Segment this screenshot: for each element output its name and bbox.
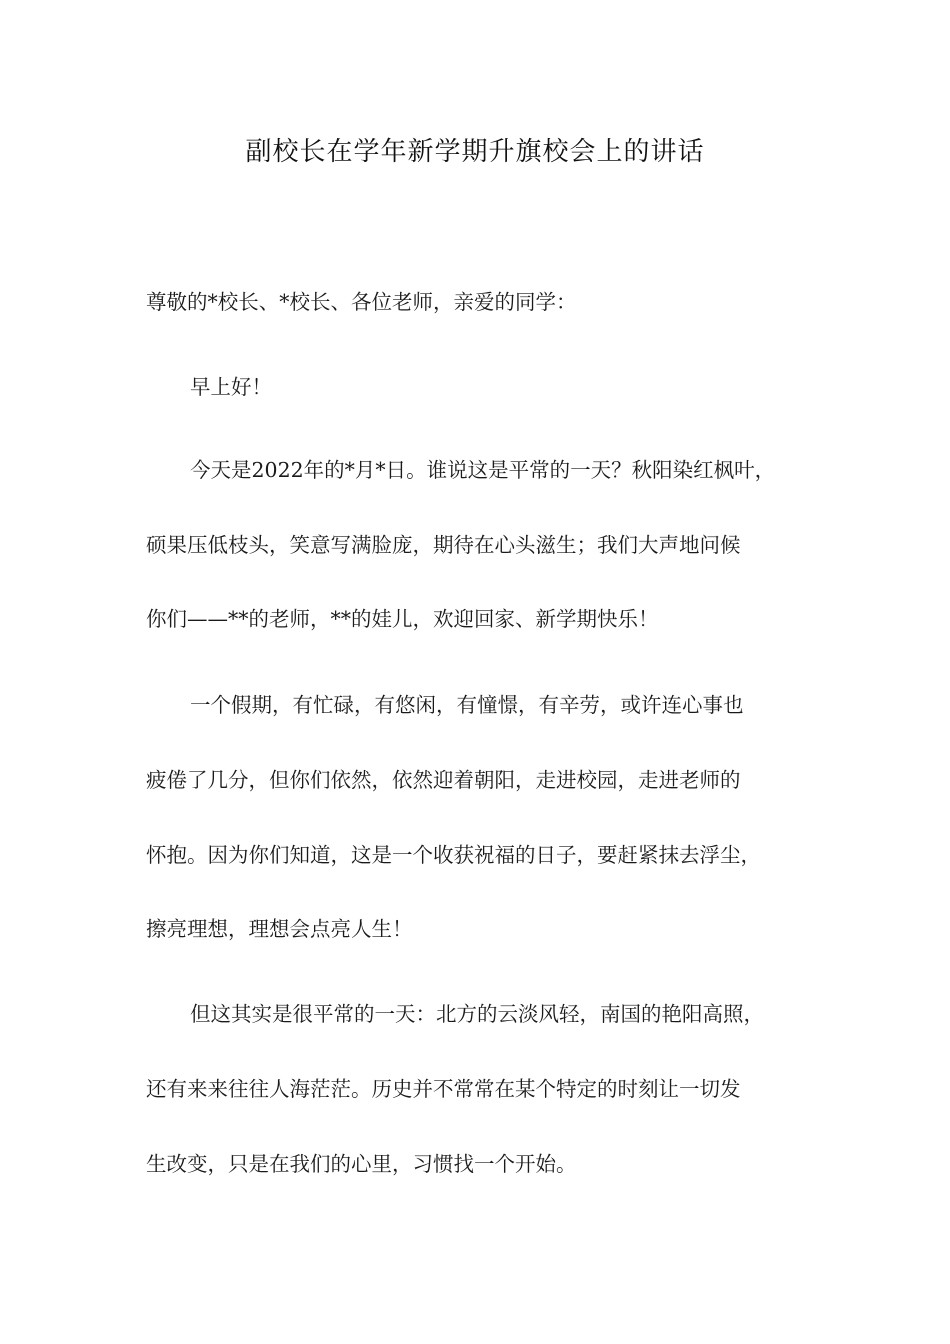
paragraph-2-line-2: 疲倦了几分，但你们依然，依然迎着朝阳，走进校园，走进老师的	[146, 768, 741, 792]
paragraph-3-line-3: 生改变，只是在我们的心里，习惯找一个开始。	[146, 1152, 577, 1176]
paragraph-2-line-3: 怀抱。因为你们知道，这是一个收获祝福的日子，要赶紧抹去浮尘，	[146, 843, 761, 867]
paragraph-1-line-2: 硕果压低枝头，笑意写满脸庞，期待在心头滋生；我们大声地问候	[146, 533, 741, 557]
paragraph-2-line-4: 擦亮理想，理想会点亮人生！	[146, 917, 413, 941]
greeting-line: 早上好！	[190, 375, 272, 399]
paragraph-1-line-1: 今天是2022年的*月*日。谁说这是平常的一天？秋阳染红枫叶，	[190, 458, 776, 482]
paragraph-1-line-3: 你们——**的老师，**的娃儿，欢迎回家、新学期快乐！	[146, 607, 659, 631]
paragraph-3-line-1: 但这其实是很平常的一天：北方的云淡风轻，南国的艳阳高照，	[190, 1002, 764, 1026]
document-title: 副校长在学年新学期升旗校会上的讲话	[245, 137, 705, 167]
paragraph-2-line-1: 一个假期，有忙碌，有悠闲，有憧憬，有辛劳，或许连心事也	[190, 693, 744, 717]
paragraph-3-line-2: 还有来来往往人海茫茫。历史并不常常在某个特定的时刻让一切发	[146, 1077, 741, 1101]
salutation-line: 尊敬的*校长、*校长、各位老师，亲爱的同学：	[146, 290, 577, 314]
